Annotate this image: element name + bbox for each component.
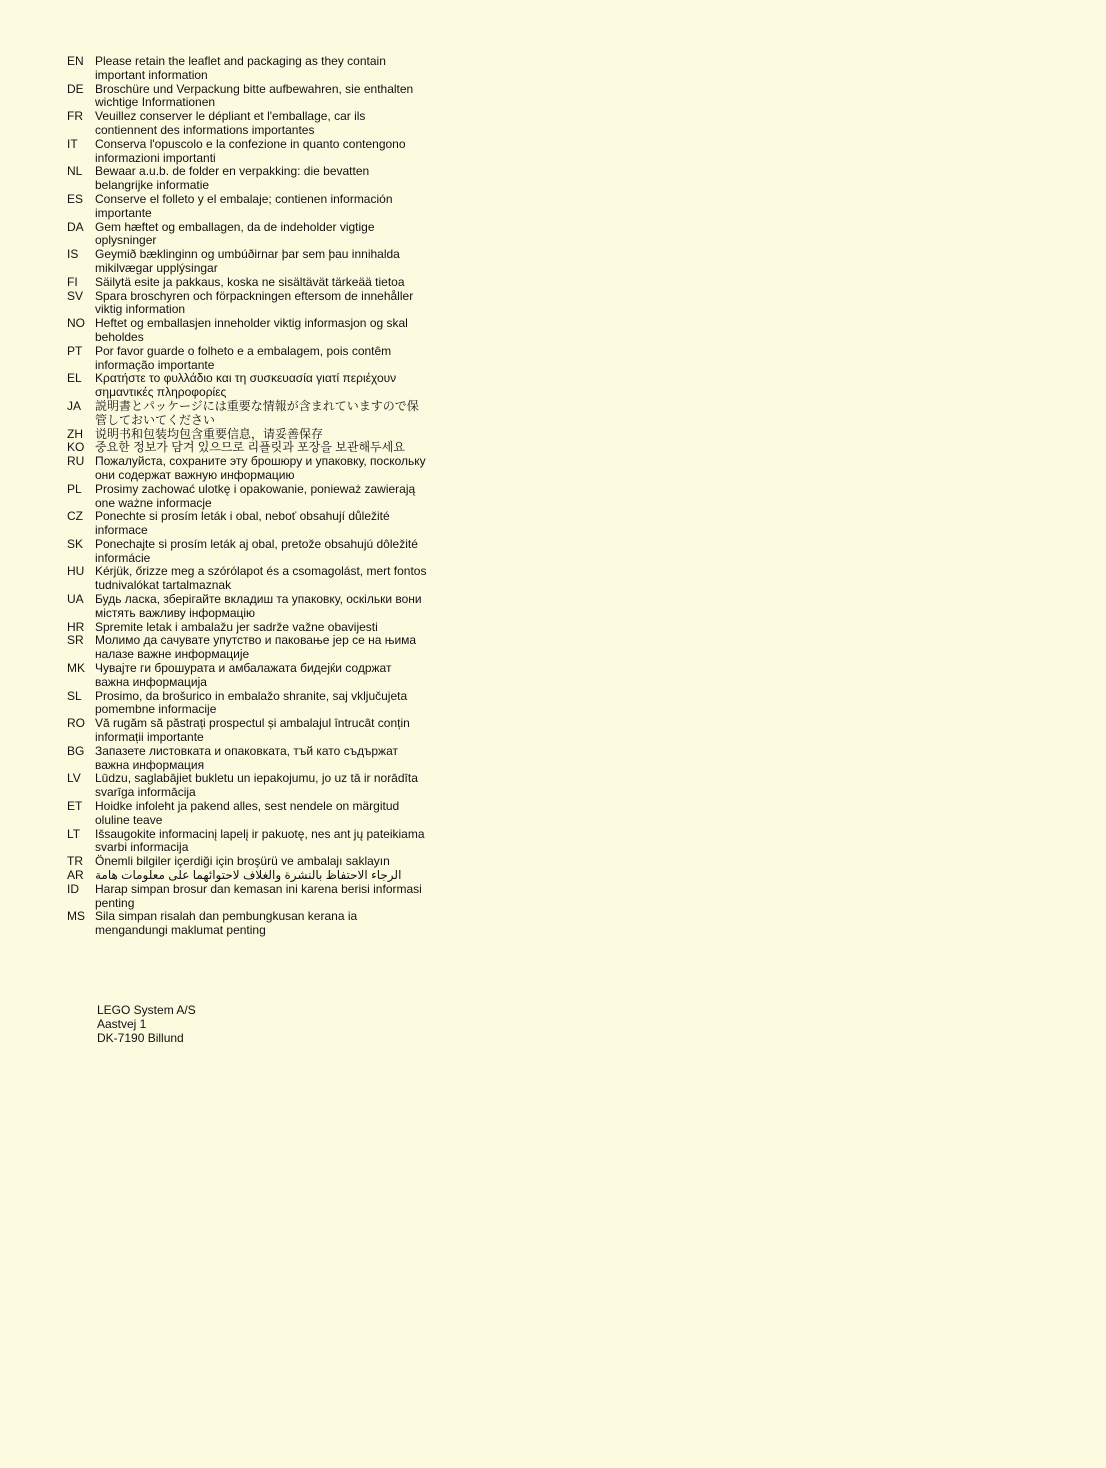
language-code: RO: [67, 716, 85, 731]
notice-text: Veuillez conserver le dépliant et l'emballage, car ils contiennent des informations importantes: [95, 109, 366, 137]
notice-text: Önemli bilgiler içerdiği için broşürü ve ambalajı saklayın: [95, 854, 390, 869]
language-code: FI: [67, 274, 78, 289]
notice-text: Молимо да сачувате упутство и паковање јер се на њима налазе важне информације: [95, 633, 417, 662]
notice-entry-fi: [67, 276, 427, 290]
notice-text: Bewaar a.u.b. de folder en verpakking: die bevatten belangrijke informatie: [95, 164, 370, 193]
notice-text: 중요한 정보가 담겨 있으므로 리플릿과 포장을 보관해두세요: [95, 440, 405, 455]
language-code: ES: [67, 191, 84, 206]
notice-text: Harap simpan brosur dan kemasan ini karena berisi informasi penting: [95, 881, 422, 910]
notice-entry-lt: [67, 828, 427, 856]
notice-entry-sk: [67, 538, 427, 566]
language-code: HU: [67, 564, 85, 579]
notice-text: 説明書とパッケージには重要な情報が含まれていますので保管しておいてください: [95, 398, 419, 427]
language-code: SR: [67, 633, 84, 648]
notice-entry-ua: [67, 593, 427, 621]
notice-text: Prosimo, da brošurico in embalažo shranite, saj vključujeta pomembne informacije: [95, 688, 408, 717]
language-code: IS: [67, 247, 79, 262]
notice-text: الرجاء الاحتفاظ بالنشرة والغلاف لاحتوائهما على معلومات هامة: [95, 868, 402, 883]
language-code: TR: [67, 854, 83, 869]
language-code: ET: [67, 799, 83, 814]
notice-entry-id: [67, 883, 427, 911]
notice-text: Κρατήστε το φυλλάδιο και τη συσκευασία γιατί περιέχουν σημαντικές πληροφορίες: [95, 371, 397, 400]
company-address: [97, 1003, 196, 1045]
language-code: AR: [67, 868, 84, 883]
language-code: ID: [67, 881, 79, 896]
notice-entry-fr: [67, 110, 427, 138]
notice-text: Säilytä esite ja pakkaus, koska ne sisältävät tärkeää tietoa: [95, 274, 405, 289]
notice-entry-it: [67, 138, 427, 166]
notice-entry-ru: [67, 455, 427, 483]
notice-entry-bg: [67, 745, 427, 773]
notice-entry-da: [67, 221, 427, 249]
notice-text: Ponechte si prosím leták i obal, neboť obsahují důležité informace: [95, 509, 390, 538]
language-code: MS: [67, 909, 85, 924]
notice-entry-hr: [67, 621, 427, 635]
notice-entry-ro: [67, 717, 427, 745]
notice-entry-cz: [67, 510, 427, 538]
language-code: FR: [67, 109, 83, 124]
notice-entry-sl: [67, 690, 427, 718]
language-code: EL: [67, 371, 82, 386]
notice-entry-sr: [67, 634, 427, 662]
notice-text: Prosimy zachować ulotkę i opakowanie, ponieważ zawierają one ważne informacje: [95, 481, 416, 510]
notice-entry-pt: [67, 345, 427, 373]
notice-text: Пожалуйста, сохраните эту брошюру и упаковку, поскольку они содержат важную информацию: [95, 454, 426, 482]
notice-entry-sv: [67, 290, 427, 318]
language-code: RU: [67, 454, 85, 469]
notice-entry-et: [67, 800, 427, 828]
notice-text: Conserve el folleto y el embalaje; contienen información importante: [95, 191, 393, 220]
notice-entry-ar: [67, 869, 427, 883]
notice-text: Kérjük, őrizze meg a szórólapot és a csomagolást, mert fontos tudnivalókat tartalmaznak: [95, 564, 427, 593]
notice-entry-is: [67, 248, 427, 276]
notice-text: Išsaugokite informacinį lapelį ir pakuotę, nes ant jų pateikiama svarbi informacija: [95, 826, 425, 855]
language-code: ZH: [67, 426, 83, 441]
language-code: NO: [67, 316, 85, 331]
language-code: UA: [67, 592, 84, 607]
notice-entry-tr: [67, 855, 427, 869]
language-code: EN: [67, 54, 84, 68]
language-code: LT: [67, 826, 81, 841]
notice-text: Conserva l'opuscolo e la confezione in quanto contengono informazioni importanti: [95, 136, 406, 165]
notice-entry-ms: [67, 910, 427, 938]
notice-entry-en: [67, 55, 427, 83]
notice-entry-lv: [67, 772, 427, 800]
language-code: IT: [67, 136, 78, 151]
language-code: NL: [67, 164, 83, 179]
notice-entry-de: [67, 83, 427, 111]
notice-text: Spara broschyren och förpackningen eftersom de innehåller viktig information: [95, 288, 414, 317]
address-street: Aastvej 1: [97, 1017, 147, 1031]
language-code: LV: [67, 771, 81, 786]
notice-text: Ponechajte si prosím leták aj obal, pretože obsahujú dôležité informácie: [95, 536, 418, 565]
notice-text: Hoidke infoleht ja pakend alles, sest nendele on märgitud oluline teave: [95, 799, 400, 827]
address-company-name: LEGO System A/S: [97, 1003, 196, 1017]
notice-text: Please retain the leaflet and packaging as they contain important information: [95, 54, 386, 82]
notice-entry-el: [67, 372, 427, 400]
notice-entry-no: [67, 317, 427, 345]
language-code: SK: [67, 536, 84, 551]
language-code: PL: [67, 481, 82, 496]
notice-entry-es: [67, 193, 427, 221]
language-code: CZ: [67, 509, 83, 524]
language-code: PT: [67, 343, 83, 358]
notice-text: Spremite letak i ambalažu jer sadrže važne obavijesti: [95, 619, 378, 634]
notice-entry-pl: [67, 483, 427, 511]
notice-text: 说明书和包装均包含重要信息，请妥善保存: [95, 426, 324, 441]
notice-text: Будь ласка, зберігайте вкладиш та упаковку, оскільки вони містять важливу інформацію: [95, 592, 422, 620]
notice-text: Gem hæftet og emballagen, da de indeholder vigtige oplysninger: [95, 219, 375, 248]
notice-entry-ko: [67, 441, 427, 455]
notice-text: Broschüre und Verpackung bitte aufbewahren, sie enthalten wichtige Informationen: [95, 81, 414, 110]
language-code: DE: [67, 81, 84, 96]
notice-text: Heftet og emballasjen inneholder viktig informasjon og skal beholdes: [95, 316, 408, 344]
notice-text: Geymið bæklinginn og umbúðirnar þar sem þau innihalda mikilvægar upplýsingar: [95, 247, 400, 275]
notice-text: Чувајте ги брошурата и амбалажата бидејќи содржат важна информација: [95, 661, 392, 689]
notice-entry-mk: [67, 662, 427, 690]
notice-text: Запазете листовката и опаковката, тъй като съдържат важна информация: [95, 743, 398, 772]
multilingual-notice-list: [67, 55, 427, 938]
notice-text: Vă rugăm să păstrați prospectul și ambalajul întrucât conțin informații importante: [95, 716, 410, 745]
language-code: MK: [67, 661, 85, 676]
notice-entry-ja: [67, 400, 427, 428]
language-code: BG: [67, 743, 85, 758]
notice-entry-nl: [67, 165, 427, 193]
language-code: SV: [67, 288, 84, 303]
notice-text: Por favor guarde o folheto e a embalagem, pois contêm informação importante: [95, 343, 392, 372]
notice-text: Sila simpan risalah dan pembungkusan kerana ia mengandungi maklumat penting: [95, 909, 358, 938]
address-city: DK-7190 Billund: [97, 1031, 184, 1045]
language-code: SL: [67, 688, 82, 703]
notice-entry-hu: [67, 565, 427, 593]
language-code: DA: [67, 219, 84, 234]
language-code: HR: [67, 619, 85, 634]
language-code: JA: [67, 398, 82, 413]
notice-text: Lūdzu, saglabājiet bukletu un iepakojumu, jo uz tā ir norādīta svarīga informācija: [95, 771, 418, 800]
language-code: KO: [67, 440, 85, 455]
